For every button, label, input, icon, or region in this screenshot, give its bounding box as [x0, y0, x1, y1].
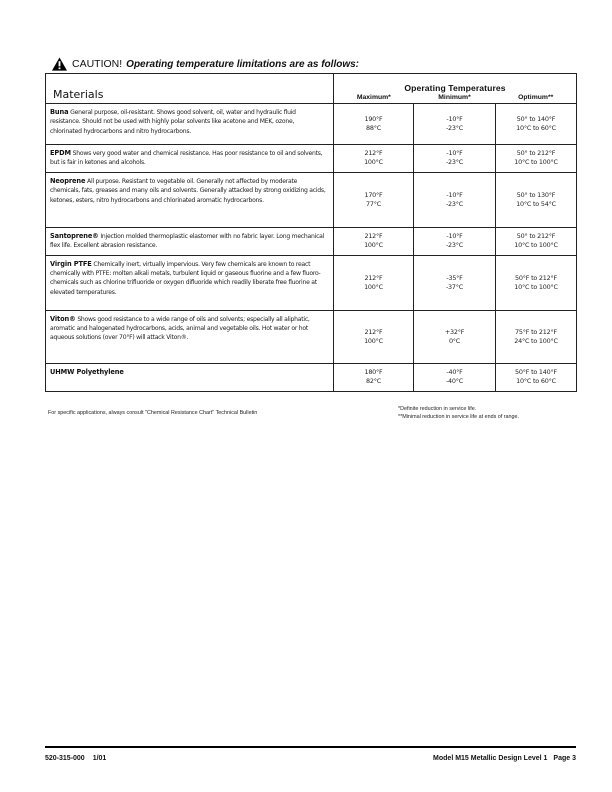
material-description: Shows good resistance to a wide range of oils and solvents; especially all aliphatic, aromatic and halogenated hydrocarbons, acids, animal and vegetable oils. Hot water or hot aqueous solutions (over 70°F) will attack Viton®.: [50, 315, 310, 342]
table-row: [46, 145, 577, 173]
optimum-celsius: 10°C to 60°C: [516, 124, 556, 132]
optimum-fahrenheit: 50° to 140°F: [516, 115, 556, 123]
material-cell: [46, 363, 334, 391]
maximum-temperature-cell: [334, 172, 414, 227]
material-name: Virgin PTFE: [50, 259, 92, 268]
maximum-fahrenheit: 212°F: [364, 327, 383, 336]
material-description: Chemically inert, virtually impervious. Very few chemicals are known to react chemically with PTFE: molten alkali metals, turbulent liquid or gaseous fluorine and a few fluoro-chemicals such as chlorine trifluoride or oxygen difluoride which readily liberate free fluorine at elevated temperatures.: [50, 260, 321, 296]
page-number: Page 3: [553, 755, 576, 762]
material-name: Neoprene: [50, 176, 86, 185]
materials-header: Materials: [46, 74, 334, 104]
material-cell: [46, 145, 334, 173]
material-description: Injection molded thermoplastic elastomer with no fabric layer. Long mechanical flex life. Excellent abrasion resistance.: [50, 232, 325, 250]
minimum-celsius: -23°C: [445, 124, 464, 132]
caution-heading: [52, 56, 359, 72]
maximum-celsius: 77°C: [366, 199, 381, 208]
table-row: [46, 227, 577, 255]
footnote-definite: *Definite reduction in service life.: [398, 406, 477, 412]
optimum-celsius: 10°C to 60°C: [516, 377, 556, 386]
optimum-temperature-cell: [496, 172, 577, 227]
minimum-temperature-cell: [414, 310, 496, 363]
optimum-temperature-cell: [496, 255, 577, 310]
document-number: 520-315-000: [45, 755, 85, 762]
minimum-celsius: -40°C: [445, 377, 464, 386]
table-row: [46, 104, 577, 145]
table-row: [46, 310, 577, 363]
maximum-celsius: 82°C: [366, 377, 381, 386]
minimum-fahrenheit: -10°F: [446, 190, 463, 199]
minimum-celsius: -23°C: [445, 199, 464, 208]
minimum-fahrenheit: -40°F: [446, 368, 463, 377]
footer-rule: [45, 746, 576, 748]
maximum-celsius: 100°C: [364, 282, 383, 291]
minimum-celsius: -23°C: [445, 158, 464, 167]
minimum-celsius: -23°C: [445, 241, 464, 250]
footnote-minimal: **Minimal reduction in service life at ends of range.: [398, 413, 520, 420]
maximum-celsius: 88°C: [366, 124, 381, 132]
warning-triangle-icon: [52, 57, 67, 71]
optimum-celsius: 10°C to 100°C: [514, 241, 558, 250]
minimum-celsius: -37°C: [445, 282, 464, 291]
minimum-temperature-cell: [414, 363, 496, 391]
optimum-celsius: 10°C to 100°C: [514, 158, 558, 167]
column-header-maximum: Maximum*: [356, 94, 391, 101]
operating-temperatures-title: Operating Temperatures: [404, 83, 506, 93]
material-description: Shows very good water and chemical resistance. Has poor resistance to oil and solvents, but is fair in ketones and alcohols.: [50, 150, 323, 167]
maximum-fahrenheit: 190°F: [364, 115, 383, 123]
optimum-fahrenheit: 50° to 212°F: [516, 232, 556, 241]
optimum-temperature-cell: [496, 145, 577, 173]
column-header-optimum: Optimum**: [518, 94, 554, 101]
column-header-minimum: Minimum*: [438, 94, 471, 101]
maximum-fahrenheit: 180°F: [364, 368, 383, 377]
maximum-fahrenheit: 212°F: [364, 149, 383, 158]
material-name: UHMW Polyethylene: [50, 367, 124, 376]
minimum-temperature-cell: [414, 104, 496, 145]
maximum-temperature-cell: [334, 363, 414, 391]
material-cell: [46, 104, 334, 145]
maximum-temperature-cell: [334, 310, 414, 363]
optimum-temperature-cell: [496, 310, 577, 363]
footer-left: [45, 755, 106, 762]
table-row: [46, 255, 577, 310]
materials-temperature-table: [45, 73, 577, 392]
maximum-temperature-cell: [334, 104, 414, 145]
maximum-fahrenheit: 212°F: [364, 273, 383, 282]
document-title: Model M15 Metallic Design Level 1: [433, 755, 548, 762]
optimum-celsius: 10°C to 100°C: [514, 282, 558, 291]
optimum-temperature-cell: [496, 363, 577, 391]
operating-temperatures-header: [334, 74, 577, 104]
table-row: [46, 363, 577, 391]
minimum-temperature-cell: [414, 145, 496, 173]
material-name: EPDM: [50, 149, 71, 157]
material-name: Buna: [50, 108, 69, 116]
optimum-celsius: 10°C to 54°C: [516, 199, 556, 208]
maximum-fahrenheit: 170°F: [364, 190, 383, 199]
caution-label: CAUTION!: [72, 58, 123, 70]
minimum-temperature-cell: [414, 172, 496, 227]
minimum-temperature-cell: [414, 255, 496, 310]
material-description: All purpose. Resistant to vegetable oil. Generally not affected by moderate chemicals, fats, greases and many oils and solvents. Generally attacked by strong oxidizing acids, ketones, esters, nitro hydrocarbons and chlorinated aromatic hydrocarbons.: [50, 177, 326, 204]
minimum-fahrenheit: -35°F: [446, 273, 463, 282]
minimum-temperature-cell: [414, 227, 496, 255]
material-cell: [46, 172, 334, 227]
optimum-fahrenheit: 50°F to 140°F: [515, 368, 557, 377]
document-date: 1/01: [92, 755, 107, 762]
minimum-fahrenheit: -10°F: [446, 149, 463, 158]
maximum-temperature-cell: [334, 227, 414, 255]
optimum-fahrenheit: 50° to 130°F: [516, 190, 556, 199]
footer-right: [433, 755, 576, 762]
footnotes: [398, 406, 519, 421]
minimum-fahrenheit: +32°F: [444, 327, 465, 336]
optimum-temperature-cell: [496, 104, 577, 145]
optimum-fahrenheit: 75°F to 212°F: [515, 327, 557, 336]
table-row: [46, 172, 577, 227]
maximum-temperature-cell: [334, 145, 414, 173]
maximum-celsius: 100°C: [364, 336, 383, 345]
chemical-resistance-note: For specific applications, always consult "Chemical Resistance Chart" Technical Bulletin: [48, 410, 258, 416]
optimum-fahrenheit: 50° to 212°F: [516, 149, 556, 158]
maximum-fahrenheit: 212°F: [364, 232, 383, 241]
material-name: Viton®: [50, 314, 76, 323]
table-header-row: [46, 74, 577, 104]
material-cell: [46, 227, 334, 255]
material-cell: [46, 255, 334, 310]
maximum-temperature-cell: [334, 255, 414, 310]
maximum-celsius: 100°C: [364, 158, 383, 167]
material-cell: [46, 310, 334, 363]
optimum-fahrenheit: 50°F to 212°F: [515, 273, 557, 282]
minimum-fahrenheit: -10°F: [446, 232, 463, 241]
optimum-temperature-cell: [496, 227, 577, 255]
material-name: Santoprene®: [50, 231, 99, 240]
caution-text: Operating temperature limitations are as follows:: [126, 58, 360, 70]
maximum-celsius: 100°C: [364, 241, 383, 250]
optimum-celsius: 24°C to 100°C: [514, 336, 558, 345]
minimum-fahrenheit: -10°F: [446, 115, 463, 123]
material-description: General purpose, oil-resistant. Shows good solvent, oil, water and hydraulic fluid resistance. Should not be used with highly polar solvents like acetone and MEK, ozone, chlorinated hydrocarbons and nitro hydrocarbons.: [50, 109, 296, 135]
minimum-celsius: 0°C: [448, 336, 461, 345]
